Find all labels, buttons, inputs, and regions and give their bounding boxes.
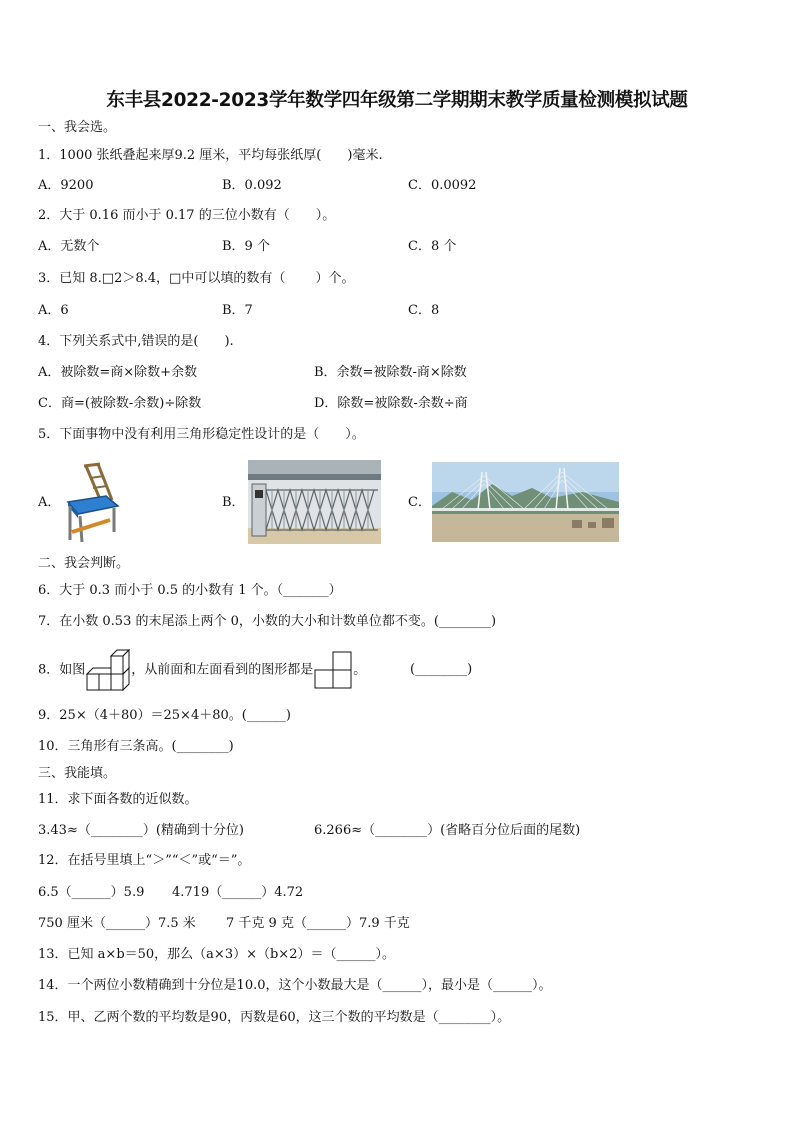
chair-image (62, 462, 126, 544)
question-11: 11．求下面各数的近似数。 (38, 792, 198, 807)
q12-row2-a[interactable]: 750 厘米（______）7.5 米 (38, 916, 196, 931)
cube-stack-figure (85, 648, 131, 692)
question-9: 9．25×（4＋80）＝25×4＋80。(______) (38, 708, 291, 723)
question-13: 13．已知 a×b＝50，那么（a×3）×（b×2）＝（______）。 (38, 947, 395, 962)
retractable-gate-image (248, 460, 381, 544)
q5-option-b[interactable]: B． (222, 495, 245, 510)
q3-option-b[interactable]: B．7 (222, 303, 253, 318)
section-heading-choose: 一、我会选。 (38, 120, 117, 135)
question-14: 14．一个两位小数精确到十分位是10.0，这个小数最大是（______），最小是（______）。 (38, 978, 552, 993)
question-5: 5．下面事物中没有利用三角形稳定性设计的是（ ）。 (38, 427, 365, 442)
question-4: 4．下列关系式中,错误的是( ). (38, 334, 234, 349)
section-heading-fill: 三、我能填。 (38, 766, 117, 781)
q2-option-c[interactable]: C．8 个 (408, 239, 457, 254)
question-1: 1．1000 张纸叠起来厚9.2 厘米，平均每张纸厚( )毫米. (38, 148, 383, 163)
q1-option-c[interactable]: C．0.0092 (408, 178, 477, 193)
q3-option-c[interactable]: C．8 (408, 303, 440, 318)
q1-option-a[interactable]: A．9200 (38, 178, 94, 193)
q5-option-a[interactable]: A． (38, 495, 61, 510)
question-2: 2．大于 0.16 而小于 0.17 的三位小数有（ ）。 (38, 208, 336, 223)
q12-row1-b[interactable]: 4.719（______）4.72 (172, 885, 304, 900)
q4-option-d[interactable]: D．除数=被除数-余数÷商 (314, 396, 468, 411)
q12-row2-b[interactable]: 7 千克 9 克（______）7.9 千克 (226, 916, 410, 931)
question-7: 7．在小数 0.53 的末尾添上两个 0，小数的大小和计数单位都不变。(________) (38, 614, 497, 629)
q8-prefix: 8．如图 (38, 662, 86, 678)
q2-option-b[interactable]: B．9 个 (222, 239, 270, 254)
question-8 (38, 648, 366, 693)
question-3: 3．已知 8.□2＞8.4，□中可以填的数有（ ）个。 (38, 271, 355, 286)
question-6: 6．大于 0.3 而小于 0.5 的小数有 1 个。（_______） (38, 583, 342, 598)
question-10: 10．三角形有三条高。(________) (38, 739, 234, 754)
q4-option-c[interactable]: C．商=(被除数-余数)÷除数 (38, 396, 202, 411)
q4-option-a[interactable]: A．被除数=商×除数+余数 (38, 365, 198, 380)
q4-option-b[interactable]: B．余数=被除数-商×除数 (314, 365, 467, 380)
q8-answer-blank[interactable]: (________) (410, 662, 473, 677)
bridge-image (432, 462, 619, 542)
q11-part-a[interactable]: 3.43≈（________）(精确到十分位) (38, 823, 244, 838)
q8-middle: ，从前面和左面看到的图形都是 (131, 662, 314, 678)
q2-option-a[interactable]: A．无数个 (38, 239, 100, 254)
q3-option-a[interactable]: A．6 (38, 303, 69, 318)
section-heading-judge: 二、我会判断。 (38, 556, 130, 571)
q1-option-b[interactable]: B．0.092 (222, 178, 282, 193)
q8-suffix: 。 (353, 662, 367, 678)
q11-part-b[interactable]: 6.266≈（________）(省略百分位后面的尾数) (314, 823, 581, 838)
q12-row1-a[interactable]: 6.5（______）5.9 (38, 885, 145, 900)
view-shape-figure (313, 650, 353, 690)
question-12: 12．在括号里填上“＞”“＜”或“＝”。 (38, 853, 251, 868)
page-title: 东丰县2022-2023学年数学四年级第二学期期末教学质量检测模拟试题 (106, 90, 688, 111)
question-15: 15．甲、乙两个数的平均数是90，丙数是60，这三个数的平均数是（________）。 (38, 1010, 511, 1025)
q5-option-c[interactable]: C． (408, 495, 431, 510)
